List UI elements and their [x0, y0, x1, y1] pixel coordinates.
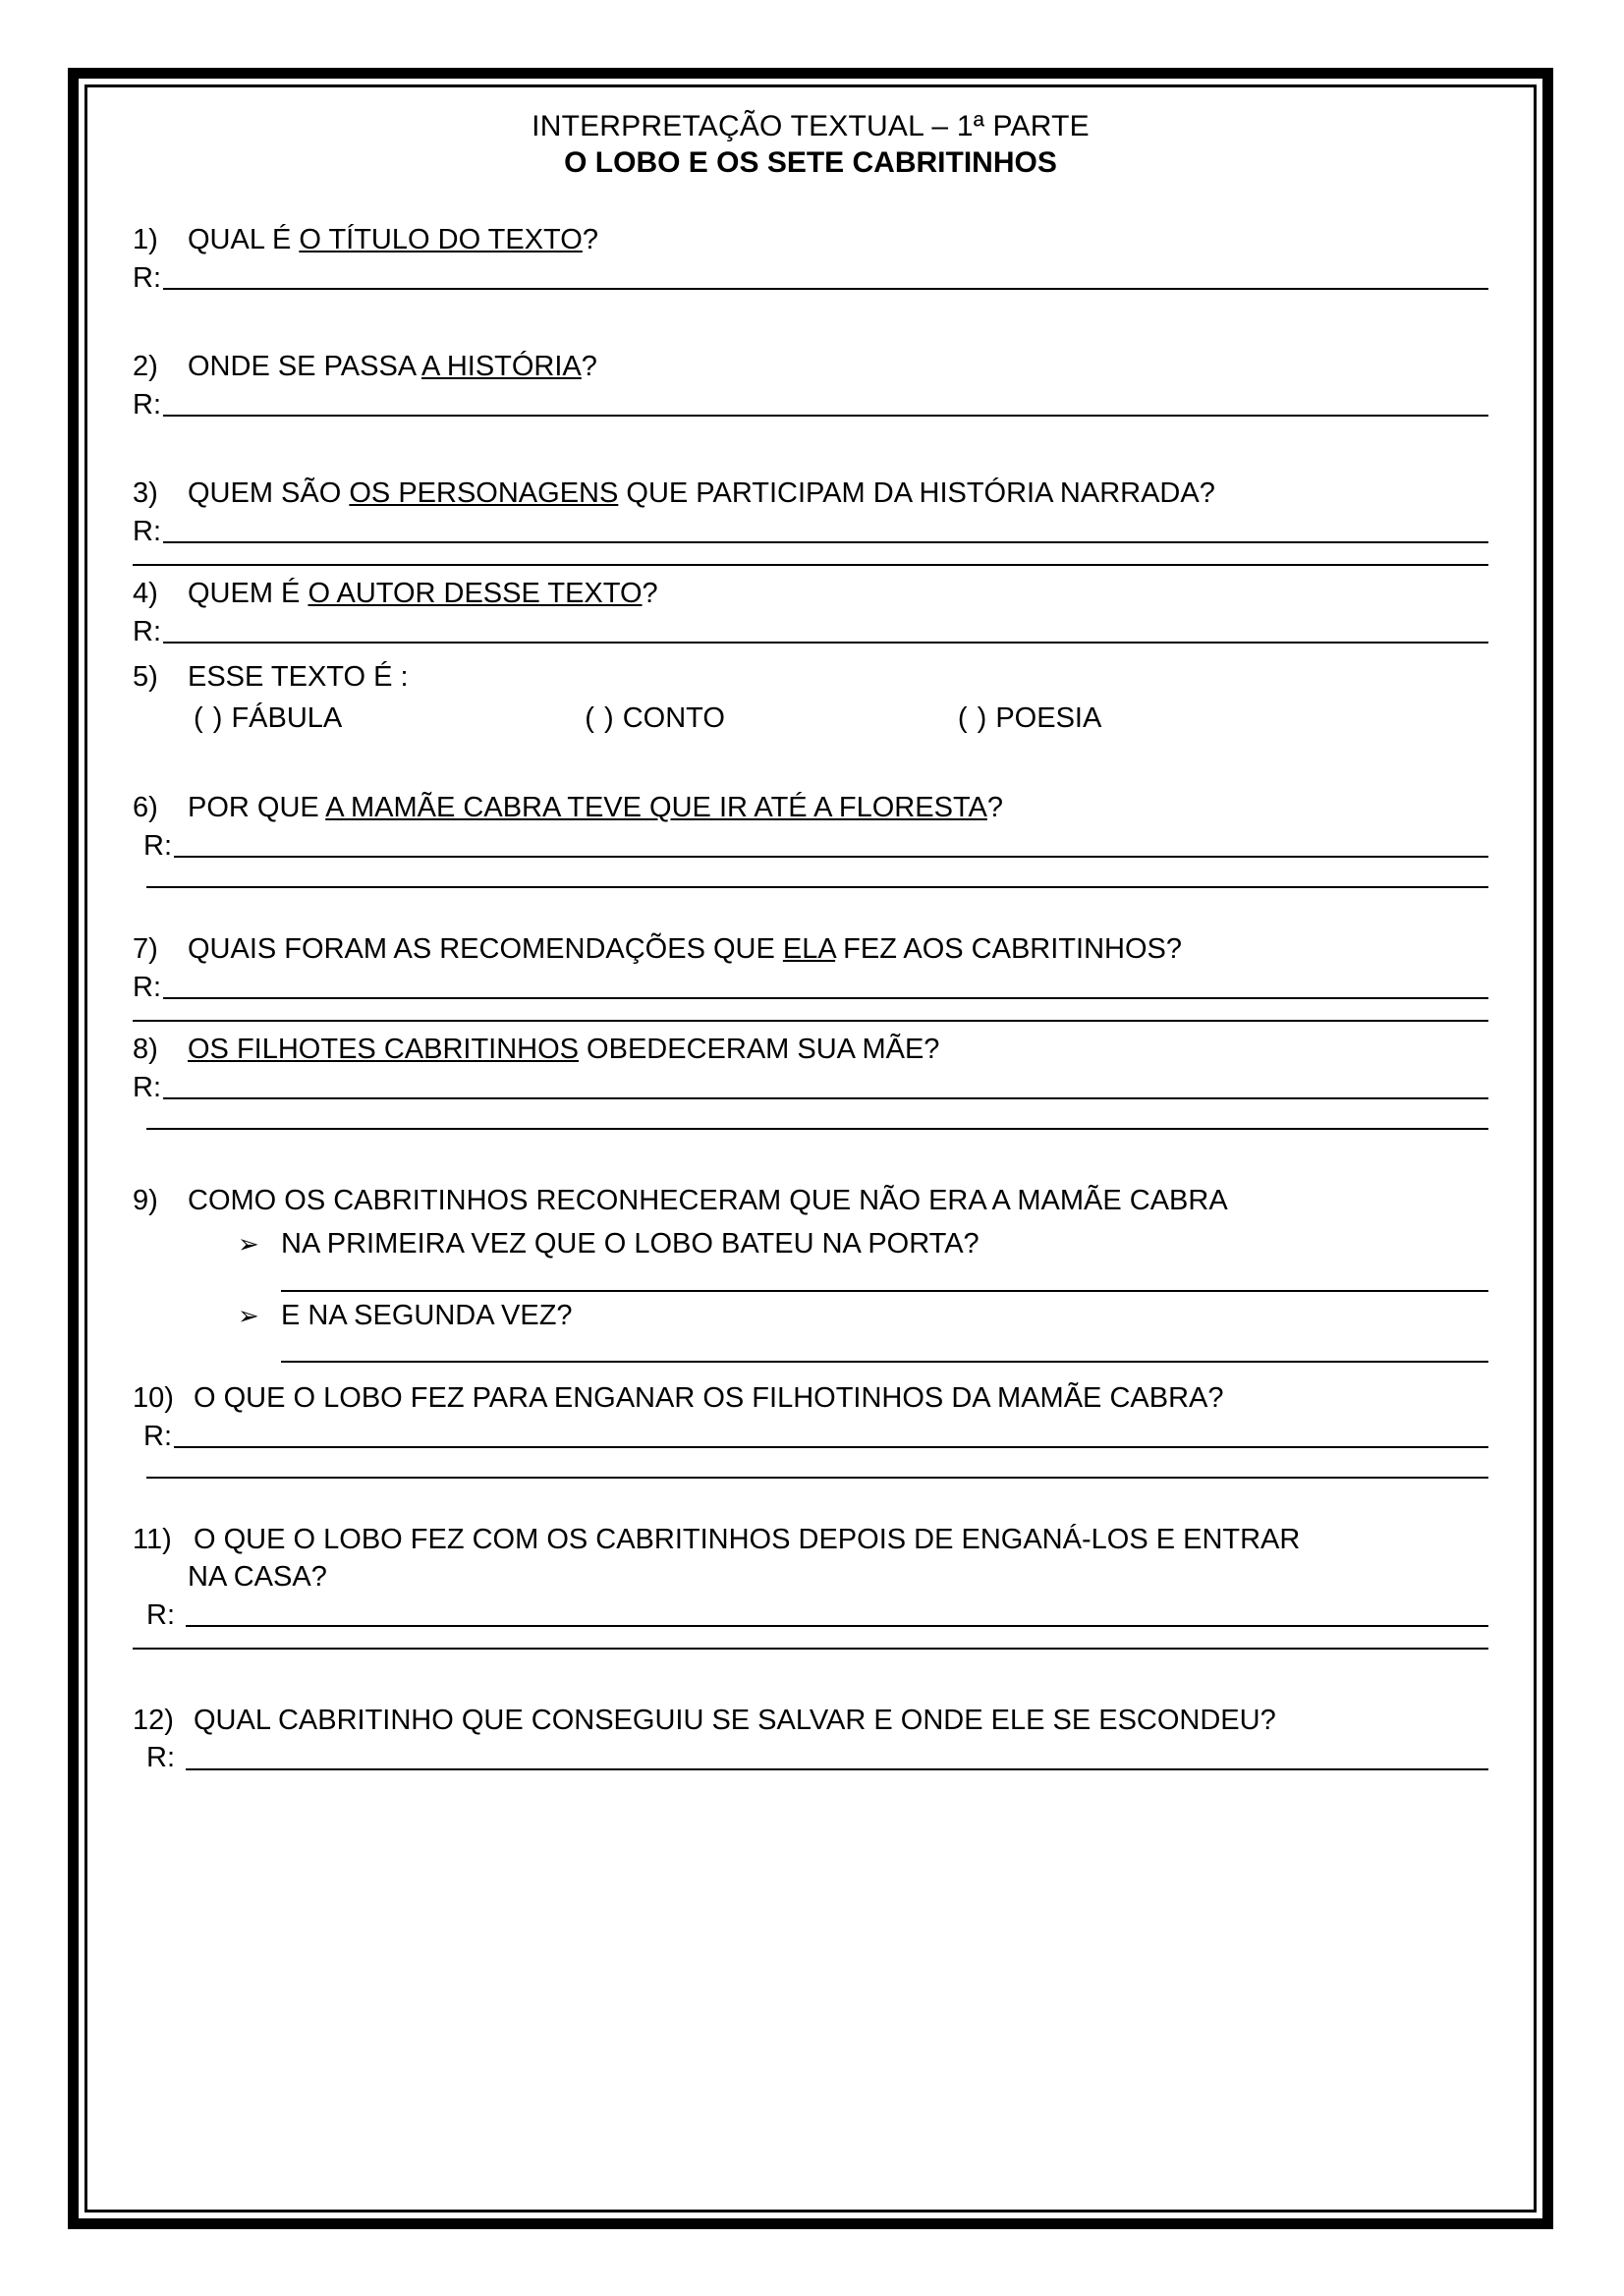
- answer-line-11a[interactable]: [186, 1624, 1488, 1627]
- question-9-number: 9): [133, 1185, 158, 1217]
- choice-fabula-box[interactable]: ( ): [194, 701, 224, 734]
- question-9-text: [133, 1183, 1488, 1220]
- question-2-post: ?: [581, 351, 597, 383]
- question-9-bullet-1-label: NA PRIMEIRA VEZ QUE O LOBO BATEU NA PORTA?: [281, 1227, 980, 1260]
- question-1-text: [133, 222, 1488, 259]
- answer-row-6[interactable]: [133, 828, 1488, 864]
- question-3-prompt: [188, 476, 1215, 513]
- question-6-underlined: A MAMÃE CABRA TEVE QUE IR ATÉ A FLORESTA: [325, 792, 987, 824]
- question-block-9: [133, 1183, 1488, 1363]
- question-8-prompt: [188, 1032, 939, 1069]
- answer-line-6a[interactable]: [174, 855, 1488, 858]
- spacer: [725, 700, 958, 738]
- document-header: [133, 109, 1488, 181]
- question-6-pre: POR QUE: [188, 792, 326, 824]
- question-7-prompt: [188, 931, 1182, 969]
- answer-row-7[interactable]: [133, 970, 1488, 1005]
- question-5-text: [133, 659, 1488, 697]
- question-2-underlined: A HISTÓRIA: [421, 351, 582, 383]
- worksheet-sheet: [87, 87, 1534, 2210]
- spacer: [133, 1659, 1488, 1703]
- question-8-text: [133, 1032, 1488, 1069]
- question-block-2: [133, 349, 1488, 422]
- question-6-number: 6): [133, 792, 158, 824]
- question-7-post: FEZ AOS CABRITINHOS?: [835, 933, 1182, 966]
- answer-line-7a[interactable]: [163, 996, 1488, 999]
- question-block-6: [133, 790, 1488, 888]
- answer-label-8: R:: [133, 1071, 161, 1103]
- question-4-text: [133, 576, 1488, 613]
- answer-line-7b[interactable]: [133, 1019, 1488, 1022]
- choice-fabula[interactable]: [194, 700, 342, 738]
- question-3-text: [133, 476, 1488, 513]
- answer-row-1[interactable]: [133, 260, 1488, 296]
- question-block-11: [133, 1522, 1488, 1650]
- question-1-prompt: [188, 222, 598, 259]
- answer-line-8b[interactable]: [146, 1127, 1488, 1130]
- spacer: [133, 1372, 1488, 1380]
- question-3-underlined: OS PERSONAGENS: [349, 477, 619, 510]
- answer-label-10: R:: [143, 1420, 172, 1452]
- spacer: [133, 1140, 1488, 1183]
- spacer: [133, 306, 1488, 349]
- choice-poesia[interactable]: [958, 700, 1101, 738]
- spacer: [133, 432, 1488, 476]
- question-block-3: [133, 476, 1488, 566]
- answer-label-12: R:: [146, 1742, 175, 1774]
- answer-label-7: R:: [133, 971, 161, 1003]
- arrow-bullet-icon: ➢: [238, 1228, 259, 1259]
- choice-conto-box[interactable]: ( ): [585, 701, 615, 734]
- question-8-number: 8): [133, 1034, 158, 1066]
- answer-label-2: R:: [133, 388, 161, 420]
- question-11-number: 11): [133, 1524, 172, 1556]
- question-4-underlined: O AUTOR DESSE TEXTO: [308, 578, 643, 609]
- question-5-choices: [133, 700, 1488, 738]
- question-2-number: 2): [133, 351, 158, 383]
- answer-line-3a[interactable]: [163, 540, 1488, 543]
- answer-label-1: R:: [133, 261, 161, 294]
- answer-row-12[interactable]: [133, 1740, 1488, 1775]
- choice-fabula-label: FÁBULA: [231, 701, 343, 734]
- choice-poesia-label: POESIA: [995, 701, 1102, 734]
- question-5-number: 5): [133, 660, 158, 693]
- answer-line-8a[interactable]: [163, 1096, 1488, 1099]
- answer-label-4: R:: [133, 615, 161, 647]
- question-11-text: [133, 1522, 1488, 1559]
- question-2-pre: ONDE SE PASSA: [188, 351, 422, 383]
- answer-row-4[interactable]: [133, 614, 1488, 649]
- question-7-text: [133, 931, 1488, 969]
- question-block-8: [133, 1032, 1488, 1130]
- question-5-prompt: ESSE TEXTO É :: [188, 660, 409, 693]
- answer-label-3: R:: [133, 515, 161, 547]
- question-7-number: 7): [133, 933, 158, 966]
- answer-row-3[interactable]: [133, 514, 1488, 549]
- spacer: [133, 898, 1488, 931]
- question-6-prompt: [188, 790, 1003, 827]
- spacer: [342, 700, 585, 738]
- arrow-bullet-icon: ➢: [238, 1300, 259, 1330]
- answer-row-10[interactable]: [133, 1419, 1488, 1454]
- question-4-post: ?: [642, 578, 658, 609]
- question-block-10: [133, 1380, 1488, 1479]
- answer-line-4[interactable]: [163, 641, 1488, 644]
- question-4-prompt: [188, 576, 658, 613]
- question-10-prompt: O QUE O LOBO FEZ PARA ENGANAR OS FILHOTINHOS DA MAMÃE CABRA?: [194, 1382, 1224, 1415]
- answer-line-12[interactable]: [186, 1767, 1488, 1770]
- question-8-post: OBEDECERAM SUA MÃE?: [579, 1034, 940, 1066]
- question-3-post: QUE PARTICIPAM DA HISTÓRIA NARRADA?: [618, 477, 1215, 510]
- answer-line-1[interactable]: [163, 287, 1488, 290]
- question-8-underlined: OS FILHOTES CABRITINHOS: [188, 1034, 579, 1066]
- question-6-text: [133, 790, 1488, 827]
- answer-line-11b[interactable]: [133, 1647, 1488, 1650]
- question-1-post: ?: [582, 224, 598, 256]
- question-block-4: [133, 576, 1488, 649]
- spacer: [133, 747, 1488, 790]
- answer-line-10a[interactable]: [174, 1445, 1488, 1448]
- answer-row-2[interactable]: [133, 387, 1488, 422]
- question-block-12: [133, 1703, 1488, 1776]
- answer-row-8[interactable]: [133, 1070, 1488, 1105]
- question-7-pre: QUAIS FORAM AS RECOMENDAÇÕES QUE: [188, 933, 783, 966]
- question-6-post: ?: [986, 792, 1003, 824]
- question-10-number: 10): [133, 1382, 174, 1415]
- question-9-prompt: COMO OS CABRITINHOS RECONHECERAM QUE NÃO ERA A MAMÃE CABRA: [188, 1185, 1228, 1217]
- answer-row-11[interactable]: [133, 1597, 1488, 1633]
- answer-line-3b[interactable]: [133, 563, 1488, 566]
- page-border-outer: [68, 68, 1553, 2229]
- question-11-prompt: O QUE O LOBO FEZ COM OS CABRITINHOS DEPOIS DE ENGANÁ-LOS E ENTRAR: [194, 1524, 1301, 1556]
- answer-line-2[interactable]: [163, 414, 1488, 417]
- question-4-pre: QUEM É: [188, 578, 308, 609]
- question-block-5: [133, 659, 1488, 737]
- question-1-number: 1): [133, 224, 158, 256]
- question-1-underlined: O TÍTULO DO TEXTO: [299, 224, 583, 256]
- choice-conto-label: CONTO: [622, 701, 725, 734]
- question-3-number: 3): [133, 477, 158, 510]
- question-2-text: [133, 349, 1488, 386]
- question-2-prompt: [188, 349, 597, 386]
- question-11-continuation: NA CASA?: [188, 1560, 327, 1593]
- worksheet-subtitle: INTERPRETAÇÃO TEXTUAL – 1ª PARTE: [532, 110, 1090, 142]
- question-3-pre: QUEM SÃO: [188, 477, 350, 510]
- question-12-text: [133, 1703, 1488, 1740]
- choice-poesia-box[interactable]: ( ): [957, 701, 988, 734]
- question-9-bullet-1: [133, 1226, 1488, 1263]
- question-9-bullet-2-label: E NA SEGUNDA VEZ?: [281, 1299, 573, 1331]
- answer-line-6b[interactable]: [146, 885, 1488, 888]
- question-9-bullet-2: [133, 1298, 1488, 1335]
- question-4-number: 4): [133, 578, 158, 609]
- question-12-number: 12): [133, 1704, 174, 1736]
- answer-line-9a[interactable]: [281, 1289, 1488, 1292]
- question-block-7: [133, 931, 1488, 1022]
- question-12-prompt: QUAL CABRITINHO QUE CONSEGUIU SE SALVAR E ONDE ELE SE ESCONDEU?: [194, 1704, 1276, 1736]
- question-10-text: [133, 1380, 1488, 1418]
- page-border-inner: [84, 84, 1537, 2212]
- answer-label-11: R:: [146, 1598, 175, 1631]
- answer-line-10b[interactable]: [146, 1476, 1488, 1479]
- spacer: [133, 1488, 1488, 1522]
- worksheet-title: O LOBO E OS SETE CABRITINHOS: [564, 145, 1057, 179]
- answer-line-9b[interactable]: [281, 1360, 1488, 1363]
- answer-label-6: R:: [143, 830, 172, 862]
- question-7-underlined: ELA: [782, 933, 836, 966]
- question-block-1: [133, 222, 1488, 296]
- choice-conto[interactable]: [585, 700, 725, 738]
- question-1-pre: QUAL É: [188, 224, 300, 256]
